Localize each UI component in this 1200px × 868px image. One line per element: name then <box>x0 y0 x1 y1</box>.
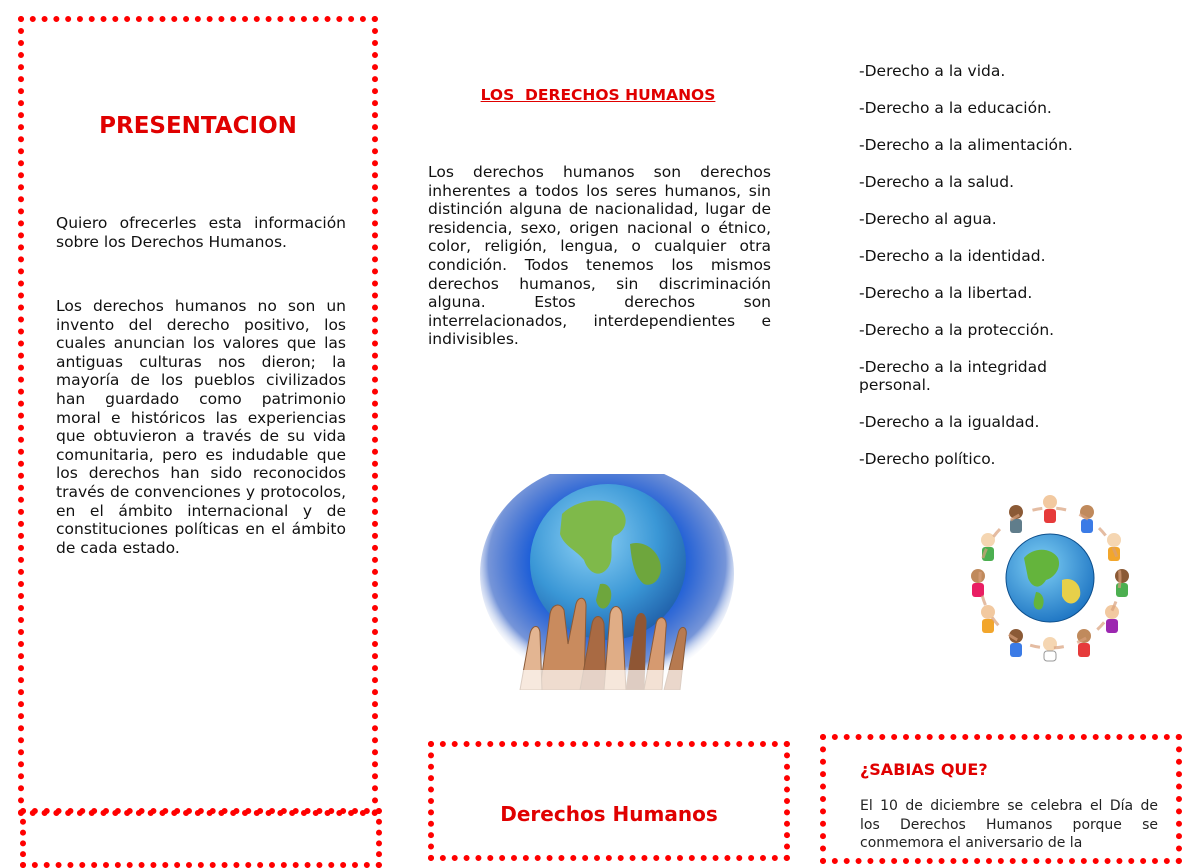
children-around-globe-icon <box>962 488 1138 664</box>
presentacion-title: PRESENTACION <box>99 113 297 139</box>
list-item: -Derecho a la alimentación. <box>859 135 1073 154</box>
list-item: -Derecho al agua. <box>859 209 997 228</box>
presentacion-paragraph-1: Quiero ofrecerles esta información sobre los Derechos Humanos. <box>56 214 346 251</box>
list-item: -Derecho a la integridad personal. <box>859 357 1047 395</box>
back-cover-frame <box>20 808 382 868</box>
sabias-que-text: El 10 de diciembre se celebra el Día de los Derechos Humanos porque se conmemora el aniversario de la <box>860 798 1158 851</box>
presentacion-paragraph-2: Los derechos humanos no son un invento del derecho positivo, los cuales anuncian los valores que las antiguas culturas nos dieron; la mayoría de los pueblos civilizados han guardado como patrimonio moral e históricos las experiencias que obtuvieron a través de su vida comunitaria, pero es indudable que los derechos han sido reconocidos través de convenciones y protocolos, en el ámbito internacional y de constituciones políticas en el ámbito de cada estado. <box>56 297 346 557</box>
list-item: -Derecho a la vida. <box>859 62 1006 80</box>
list-item: -Derecho político. <box>859 450 996 469</box>
cover-frame <box>428 741 790 861</box>
rights-list <box>859 62 1109 487</box>
list-item: -Derecho a la igualdad. <box>859 413 1040 432</box>
derechos-humanos-heading: LOS DERECHOS HUMANOS <box>480 86 716 104</box>
list-item: -Derecho a la salud. <box>859 172 1015 191</box>
list-item: -Derecho a la protección. <box>859 320 1055 339</box>
globe-with-hands-icon <box>480 474 734 690</box>
derechos-humanos-definition: Los derechos humanos son derechos inherentes a todos los seres humanos, sin distinción alguna de nacionalidad, lugar de residencia, sexo, origen nacional o étnico, color, religión, lengua, o cualquier otra condición. Todos tenemos los mismos derechos humanos, sin discriminación alguna. Estos derechos son interrelacionados, interdependientes e indivisibles. <box>428 163 771 349</box>
cover-title: Derechos Humanos <box>500 802 718 826</box>
list-item: -Derecho a la libertad. <box>859 283 1033 302</box>
sabias-que-title: ¿SABIAS QUE? <box>860 760 988 779</box>
list-item: -Derecho a la identidad. <box>859 246 1046 265</box>
list-item: -Derecho a la educación. <box>859 98 1052 117</box>
